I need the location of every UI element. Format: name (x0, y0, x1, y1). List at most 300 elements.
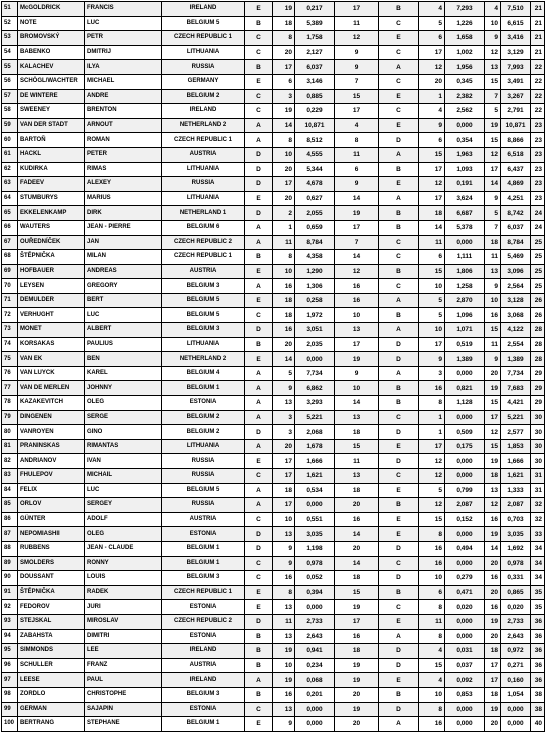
total-score-cell: 0,703 (501, 512, 531, 527)
score-2-cell: 1,258 (445, 279, 485, 294)
heat-1-cell: 9 (273, 381, 295, 396)
score-2-cell: 1,956 (445, 60, 485, 75)
score-1-cell: 0,885 (295, 89, 335, 104)
place-1-cell: 16 (335, 512, 379, 527)
heat-1-cell: 9 (273, 556, 295, 571)
points-cell: 32 (531, 512, 545, 527)
score-1-cell: 0,000 (295, 498, 335, 513)
score-1-cell: 0,659 (295, 220, 335, 235)
place-1-cell: 4 (335, 118, 379, 133)
rank-cell: 79 (2, 410, 18, 425)
place-2-cell: 18 (485, 644, 501, 659)
place-1-cell: 14 (335, 556, 379, 571)
heat-1-cell: 5 (273, 366, 295, 381)
place-2-cell: 18 (485, 469, 501, 484)
first-name-cell: GREGORY (85, 279, 162, 294)
team-cell: IRELAND (162, 104, 245, 119)
place-1-cell: 18 (335, 571, 379, 586)
group-1-cell: E (245, 454, 273, 469)
group-2-cell: E (379, 177, 419, 192)
surname-cell: GERMAN (18, 702, 85, 717)
team-cell: LITHUANIA (162, 439, 245, 454)
surname-cell: WAUTERS (18, 220, 85, 235)
team-cell: RUSSIA (162, 454, 245, 469)
total-score-cell: 1,333 (501, 483, 531, 498)
surname-cell: VAN LUYCK (18, 366, 85, 381)
place-1-cell: 18 (335, 644, 379, 659)
group-2-cell: C (379, 45, 419, 60)
place-1-cell: 13 (335, 469, 379, 484)
place-1-cell: 19 (335, 352, 379, 367)
heat-2-cell: 5 (419, 293, 445, 308)
group-2-cell: A (379, 60, 419, 75)
table-row (2, 483, 545, 498)
score-2-cell: 0,092 (445, 673, 485, 688)
heat-2-cell: 1 (419, 425, 445, 440)
place-1-cell: 13 (335, 410, 379, 425)
place-2-cell: 17 (485, 410, 501, 425)
team-cell: LITHUANIA (162, 162, 245, 177)
score-1-cell: 2,068 (295, 425, 335, 440)
rank-cell: 71 (2, 293, 18, 308)
team-cell: NETHERLAND 2 (162, 352, 245, 367)
total-score-cell: 2,554 (501, 337, 531, 352)
score-2-cell: 2,562 (445, 104, 485, 119)
place-2-cell: 10 (485, 16, 501, 31)
points-cell: 25 (531, 235, 545, 250)
score-1-cell: 0,627 (295, 191, 335, 206)
table-row (2, 381, 545, 396)
team-cell: BELGIUM 5 (162, 483, 245, 498)
surname-cell: PRANINSKAS (18, 439, 85, 454)
heat-1-cell: 17 (273, 469, 295, 484)
points-cell: 36 (531, 644, 545, 659)
points-cell: 35 (531, 600, 545, 615)
surname-cell: KALACHEV (18, 60, 85, 75)
place-2-cell: 17 (485, 658, 501, 673)
score-1-cell: 2,055 (295, 206, 335, 221)
first-name-cell: DIMITRI (85, 629, 162, 644)
score-2-cell: 0,509 (445, 425, 485, 440)
group-1-cell: D (245, 541, 273, 556)
points-cell: 21 (531, 45, 545, 60)
heat-1-cell: 11 (273, 235, 295, 250)
first-name-cell: STEPHANE (85, 717, 162, 732)
score-1-cell: 3,051 (295, 323, 335, 338)
group-2-cell: C (379, 104, 419, 119)
table-row (2, 498, 545, 513)
score-1-cell: 10,871 (295, 118, 335, 133)
group-1-cell: D (245, 614, 273, 629)
score-2-cell: 0,191 (445, 177, 485, 192)
table-row (2, 512, 545, 527)
heat-2-cell: 10 (419, 571, 445, 586)
score-2-cell: 0,000 (445, 454, 485, 469)
group-2-cell: A (379, 323, 419, 338)
group-1-cell: B (245, 629, 273, 644)
group-2-cell: D (379, 352, 419, 367)
table-row (2, 279, 545, 294)
team-cell: NETHERLAND 2 (162, 118, 245, 133)
first-name-cell: BRENTON (85, 104, 162, 119)
total-score-cell: 8,784 (501, 235, 531, 250)
first-name-cell: RONNY (85, 556, 162, 571)
points-cell: 21 (531, 2, 545, 17)
rank-cell: 85 (2, 498, 18, 513)
heat-1-cell: 13 (273, 600, 295, 615)
place-2-cell: 16 (485, 308, 501, 323)
place-1-cell: 17 (335, 337, 379, 352)
points-cell: 31 (531, 483, 545, 498)
total-score-cell: 2,791 (501, 104, 531, 119)
group-2-cell: C (379, 250, 419, 265)
rank-cell: 66 (2, 220, 18, 235)
score-1-cell: 0,234 (295, 658, 335, 673)
place-2-cell: 15 (485, 323, 501, 338)
group-2-cell: E (379, 673, 419, 688)
heat-2-cell: 6 (419, 31, 445, 46)
points-cell: 30 (531, 439, 545, 454)
team-cell: BELGIUM 4 (162, 366, 245, 381)
first-name-cell: KAREL (85, 366, 162, 381)
total-score-cell: 7,683 (501, 381, 531, 396)
surname-cell: ŠTĚPNIČKA (18, 585, 85, 600)
surname-cell: NOTE (18, 16, 85, 31)
heat-2-cell: 3 (419, 366, 445, 381)
rank-cell: 99 (2, 702, 18, 717)
group-1-cell: C (245, 512, 273, 527)
first-name-cell: ALEXEY (85, 177, 162, 192)
surname-cell: HACKL (18, 147, 85, 162)
total-score-cell: 2,087 (501, 498, 531, 513)
first-name-cell: JEAN - CLAUDE (85, 541, 162, 556)
surname-cell: SWEENEY (18, 104, 85, 119)
place-1-cell: 10 (335, 308, 379, 323)
score-2-cell: 2,382 (445, 89, 485, 104)
team-cell: AUSTRIA (162, 658, 245, 673)
group-2-cell: A (379, 717, 419, 732)
score-2-cell: 0,821 (445, 381, 485, 396)
team-cell: ESTONIA (162, 629, 245, 644)
first-name-cell: LUC (85, 308, 162, 323)
group-1-cell: A (245, 220, 273, 235)
place-1-cell: 14 (335, 396, 379, 411)
rank-cell: 58 (2, 104, 18, 119)
first-name-cell: LOUIS (85, 571, 162, 586)
group-1-cell: E (245, 600, 273, 615)
score-1-cell: 0,201 (295, 687, 335, 702)
heat-1-cell: 10 (273, 264, 295, 279)
first-name-cell: PAUL (85, 673, 162, 688)
rank-cell: 53 (2, 31, 18, 46)
total-score-cell: 0,000 (501, 717, 531, 732)
heat-1-cell: 2 (273, 206, 295, 221)
group-1-cell: A (245, 279, 273, 294)
group-1-cell: C (245, 556, 273, 571)
score-1-cell: 2,127 (295, 45, 335, 60)
total-score-cell: 5,221 (501, 410, 531, 425)
heat-1-cell: 20 (273, 439, 295, 454)
team-cell: RUSSIA (162, 469, 245, 484)
heat-1-cell: 19 (273, 2, 295, 17)
group-1-cell: E (245, 74, 273, 89)
group-1-cell: C (245, 104, 273, 119)
score-2-cell: 1,128 (445, 396, 485, 411)
heat-2-cell: 16 (419, 556, 445, 571)
group-2-cell: B (379, 264, 419, 279)
heat-1-cell: 13 (273, 629, 295, 644)
place-1-cell: 19 (335, 658, 379, 673)
points-cell: 23 (531, 118, 545, 133)
total-score-cell: 1,666 (501, 454, 531, 469)
surname-cell: DEMULDER (18, 293, 85, 308)
first-name-cell: RIMAS (85, 162, 162, 177)
heat-1-cell: 13 (273, 702, 295, 717)
total-score-cell: 8,866 (501, 133, 531, 148)
first-name-cell: SERGEY (85, 498, 162, 513)
team-cell: CZECH REPUBLIC 2 (162, 614, 245, 629)
total-score-cell: 1,692 (501, 541, 531, 556)
first-name-cell: OLEG (85, 527, 162, 542)
group-2-cell: D (379, 454, 419, 469)
score-1-cell: 5,344 (295, 162, 335, 177)
surname-cell: McGOLDRICK (18, 2, 85, 17)
first-name-cell: MICHAEL (85, 74, 162, 89)
table-row (2, 104, 545, 119)
place-2-cell: 20 (485, 556, 501, 571)
first-name-cell: MILAN (85, 250, 162, 265)
heat-2-cell: 12 (419, 498, 445, 513)
first-name-cell: JEAN - PIERRE (85, 220, 162, 235)
rank-cell: 97 (2, 673, 18, 688)
surname-cell: DINGENEN (18, 410, 85, 425)
heat-1-cell: 17 (273, 60, 295, 75)
score-2-cell: 0,037 (445, 658, 485, 673)
table-row (2, 177, 545, 192)
place-1-cell: 20 (335, 717, 379, 732)
total-score-cell: 10,871 (501, 118, 531, 133)
surname-cell: MONET (18, 323, 85, 338)
points-cell: 29 (531, 396, 545, 411)
surname-cell: KUDIRKA (18, 162, 85, 177)
total-score-cell: 3,491 (501, 74, 531, 89)
score-2-cell: 1,963 (445, 147, 485, 162)
place-1-cell: 15 (335, 89, 379, 104)
heat-1-cell: 18 (273, 308, 295, 323)
heat-1-cell: 18 (273, 293, 295, 308)
heat-2-cell: 6 (419, 250, 445, 265)
place-1-cell: 17 (335, 104, 379, 119)
score-1-cell: 5,389 (295, 16, 335, 31)
heat-1-cell: 9 (273, 717, 295, 732)
rank-cell: 94 (2, 629, 18, 644)
score-1-cell: 4,678 (295, 177, 335, 192)
total-score-cell: 6,518 (501, 147, 531, 162)
heat-2-cell: 4 (419, 644, 445, 659)
score-1-cell: 0,394 (295, 585, 335, 600)
surname-cell: DOUSSANT (18, 571, 85, 586)
heat-1-cell: 14 (273, 118, 295, 133)
heat-2-cell: 10 (419, 279, 445, 294)
score-1-cell: 6,037 (295, 60, 335, 75)
rank-cell: 92 (2, 600, 18, 615)
rank-cell: 61 (2, 147, 18, 162)
place-2-cell: 20 (485, 717, 501, 732)
heat-2-cell: 10 (419, 687, 445, 702)
group-2-cell: E (379, 614, 419, 629)
table-row (2, 250, 545, 265)
place-2-cell: 15 (485, 439, 501, 454)
points-cell: 29 (531, 381, 545, 396)
place-1-cell: 9 (335, 60, 379, 75)
points-cell: 23 (531, 177, 545, 192)
total-score-cell: 0,865 (501, 585, 531, 600)
points-cell: 29 (531, 366, 545, 381)
score-2-cell: 0,000 (445, 556, 485, 571)
team-cell: IRELAND (162, 644, 245, 659)
place-1-cell: 13 (335, 323, 379, 338)
total-score-cell: 2,733 (501, 614, 531, 629)
team-cell: BELGIUM 1 (162, 556, 245, 571)
table-row (2, 74, 545, 89)
surname-cell: SCHÖGL/WACHTER (18, 74, 85, 89)
team-cell: BELGIUM 1 (162, 541, 245, 556)
table-row (2, 629, 545, 644)
total-score-cell: 3,096 (501, 264, 531, 279)
place-1-cell: 17 (335, 220, 379, 235)
group-1-cell: D (245, 206, 273, 221)
group-2-cell: B (379, 396, 419, 411)
table-row (2, 541, 545, 556)
team-cell: ESTONIA (162, 600, 245, 615)
score-2-cell: 0,279 (445, 571, 485, 586)
rank-cell: 64 (2, 191, 18, 206)
heat-2-cell: 8 (419, 600, 445, 615)
total-score-cell: 5,469 (501, 250, 531, 265)
group-1-cell: C (245, 308, 273, 323)
score-1-cell: 0,229 (295, 104, 335, 119)
table-row (2, 31, 545, 46)
group-2-cell: E (379, 527, 419, 542)
score-1-cell: 0,978 (295, 556, 335, 571)
group-2-cell: C (379, 556, 419, 571)
place-2-cell: 18 (485, 687, 501, 702)
place-2-cell: 20 (485, 629, 501, 644)
heat-2-cell: 17 (419, 45, 445, 60)
table-row (2, 323, 545, 338)
score-2-cell: 0,031 (445, 644, 485, 659)
place-2-cell: 17 (485, 673, 501, 688)
place-1-cell: 20 (335, 498, 379, 513)
first-name-cell: ANDREAS (85, 264, 162, 279)
points-cell: 22 (531, 60, 545, 75)
group-1-cell: D (245, 323, 273, 338)
heat-2-cell: 15 (419, 147, 445, 162)
first-name-cell: LUC (85, 483, 162, 498)
rank-cell: 89 (2, 556, 18, 571)
score-2-cell: 2,087 (445, 498, 485, 513)
first-name-cell: BEN (85, 352, 162, 367)
place-1-cell: 15 (335, 439, 379, 454)
first-name-cell: PETR (85, 31, 162, 46)
team-cell: BELGIUM 5 (162, 16, 245, 31)
heat-1-cell: 9 (273, 541, 295, 556)
table-row (2, 556, 545, 571)
table-row (2, 162, 545, 177)
team-cell: AUSTRIA (162, 147, 245, 162)
place-2-cell: 16 (485, 512, 501, 527)
first-name-cell: MICHAIL (85, 469, 162, 484)
group-2-cell: E (379, 89, 419, 104)
score-2-cell: 5,378 (445, 220, 485, 235)
heat-2-cell: 16 (419, 717, 445, 732)
group-2-cell: A (379, 629, 419, 644)
first-name-cell: MARIUS (85, 191, 162, 206)
score-1-cell: 2,035 (295, 337, 335, 352)
table-row (2, 600, 545, 615)
team-cell: BELGIUM 5 (162, 293, 245, 308)
surname-cell: ZABAHSTA (18, 629, 85, 644)
points-cell: 28 (531, 323, 545, 338)
heat-1-cell: 8 (273, 31, 295, 46)
score-2-cell: 0,000 (445, 410, 485, 425)
score-1-cell: 4,358 (295, 250, 335, 265)
heat-2-cell: 9 (419, 118, 445, 133)
group-1-cell: D (245, 425, 273, 440)
score-1-cell: 3,146 (295, 74, 335, 89)
group-1-cell: E (245, 717, 273, 732)
table-row (2, 352, 545, 367)
heat-1-cell: 17 (273, 498, 295, 513)
score-1-cell: 0,068 (295, 673, 335, 688)
group-2-cell: E (379, 439, 419, 454)
surname-cell: BARTOŇ (18, 133, 85, 148)
place-2-cell: 19 (485, 454, 501, 469)
heat-2-cell: 20 (419, 74, 445, 89)
group-2-cell: A (379, 191, 419, 206)
score-2-cell: 0,000 (445, 717, 485, 732)
first-name-cell: OLEG (85, 396, 162, 411)
place-2-cell: 15 (485, 396, 501, 411)
points-cell: 32 (531, 498, 545, 513)
heat-2-cell: 5 (419, 16, 445, 31)
total-score-cell: 6,437 (501, 162, 531, 177)
score-1-cell: 3,035 (295, 527, 335, 542)
first-name-cell: ARNOUT (85, 118, 162, 133)
table-row (2, 614, 545, 629)
table-row (2, 191, 545, 206)
place-2-cell: 16 (485, 571, 501, 586)
group-1-cell: C (245, 702, 273, 717)
group-1-cell: A (245, 483, 273, 498)
table-row (2, 220, 545, 235)
place-2-cell: 9 (485, 279, 501, 294)
heat-2-cell: 14 (419, 220, 445, 235)
points-cell: 26 (531, 293, 545, 308)
heat-1-cell: 3 (273, 425, 295, 440)
surname-cell: VAN EK (18, 352, 85, 367)
group-2-cell: B (379, 220, 419, 235)
total-score-cell: 3,128 (501, 293, 531, 308)
heat-1-cell: 13 (273, 396, 295, 411)
place-2-cell: 18 (485, 235, 501, 250)
group-1-cell: C (245, 469, 273, 484)
team-cell: BELGIUM 2 (162, 89, 245, 104)
score-2-cell: 1,002 (445, 45, 485, 60)
heat-2-cell: 8 (419, 527, 445, 542)
score-1-cell: 1,972 (295, 308, 335, 323)
score-2-cell: 0,000 (445, 527, 485, 542)
